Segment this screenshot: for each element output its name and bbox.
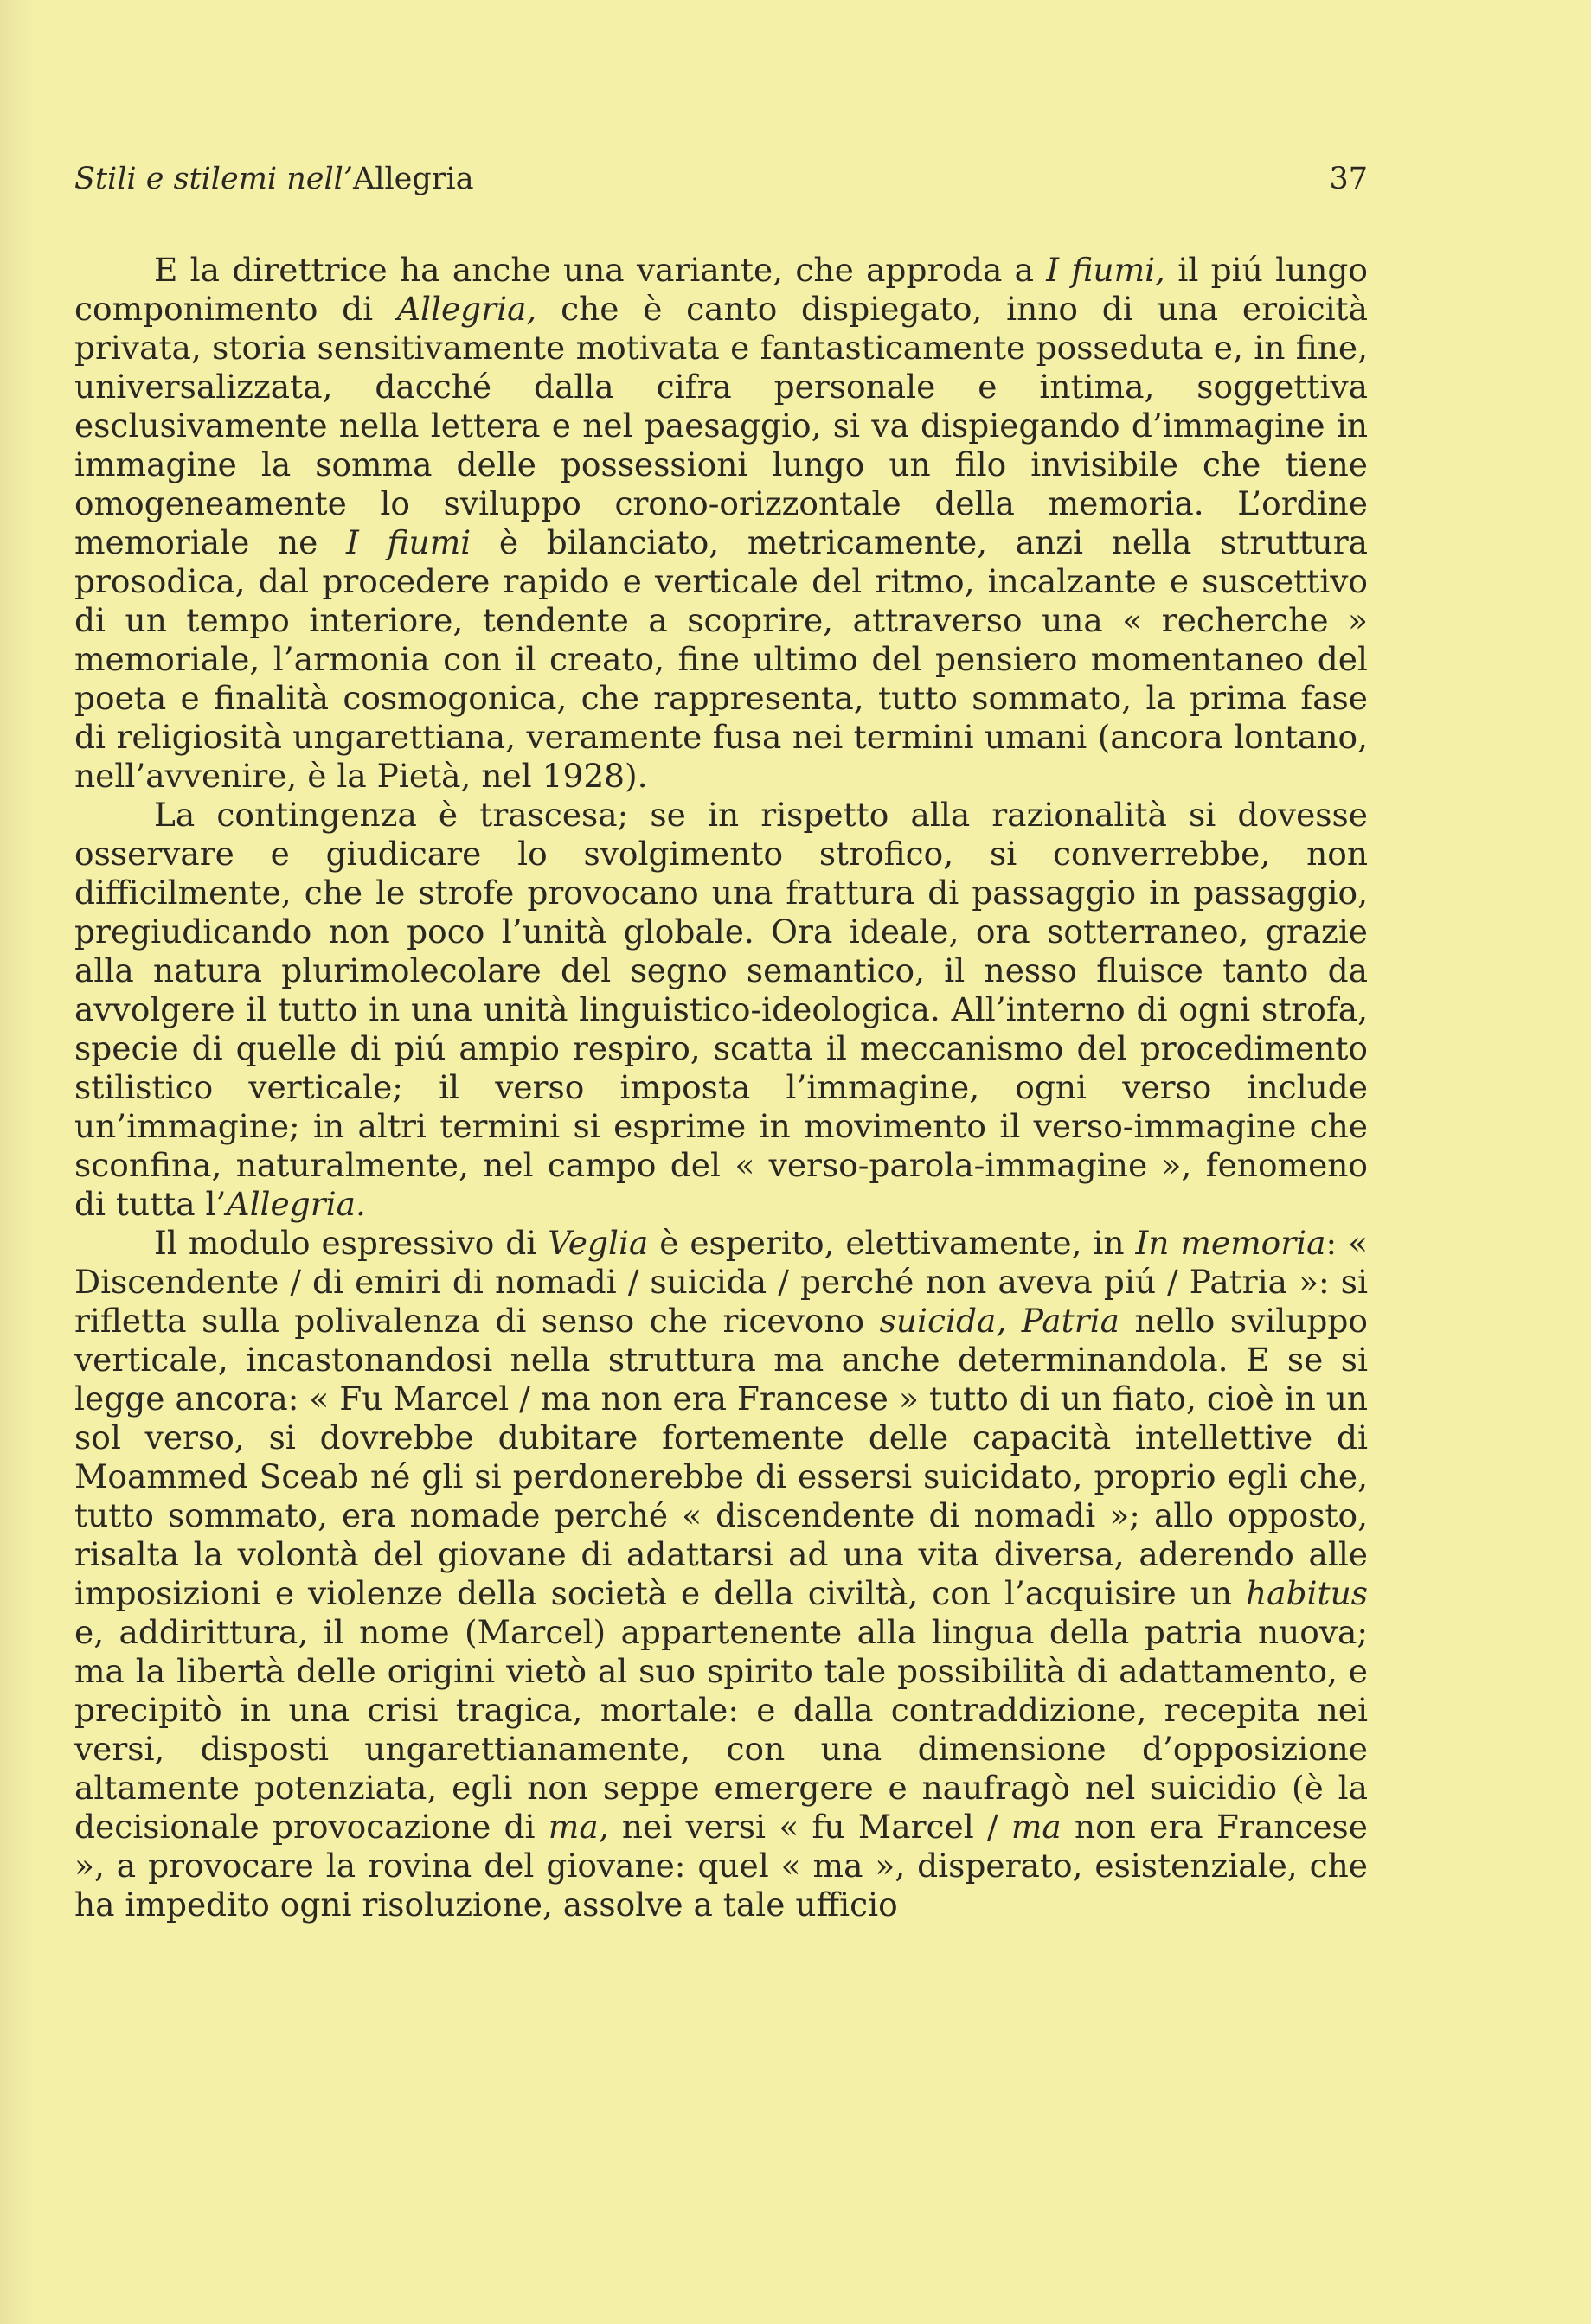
text-run: : « Discendente / di emiri di nomadi / suicida / perché non aveva piú / Patria »: si rifletta sulla polivalenza di senso che ricevono <box>74 1224 1369 1340</box>
paragraph <box>74 796 1368 1224</box>
italic-run: ma <box>1010 1808 1062 1846</box>
italic-run: Allegria. <box>226 1185 366 1223</box>
text-run: nei versi « fu Marcel / <box>608 1808 1011 1846</box>
paragraph <box>74 251 1368 796</box>
text-run: è esperito, elettivamente, in <box>648 1224 1136 1262</box>
text-run: non era Francese », a provocare la rovina del giovane: quel « ma », disperato, esistenziale, che ha impedito ogni risoluzione, assolve a tale ufficio <box>74 1808 1368 1924</box>
running-head-title <box>74 157 474 201</box>
text-run: E la direttrice ha anche una variante, che approda a <box>154 251 1047 289</box>
italic-run: habitus <box>1246 1574 1368 1612</box>
text-run: il piú lungo componimento di <box>74 251 1369 328</box>
text-run: e, addirittura, il nome (Marcel) appartenente alla lingua della patria nuova; ma la libertà delle origini vietò al suo spirito tale possibilità di adattamento, e precipitò in una crisi tragica, mortale: e dalla contraddizione, recepita nei versi, disposti ungarettianamente, con una dimensione d’opposizione altamente potenziata, egli non seppe emergere e naufragò nel suicidio (è la decisionale provocazione di <box>74 1613 1368 1846</box>
text-run: che è canto dispiegato, inno di una eroicità privata, storia sensitivamente motivata e fantasticamente posseduta e, in fine, universalizzata, dacché dalla cifra personale e intima, soggettiva esclusivamente nella lettera e nel paesaggio, si va dispiegando d’immagine in immagine la somma delle possessioni lungo un filo invisibile che tiene omogeneamente lo sviluppo crono-orizzontale della memoria. L’ordine memoriale ne <box>74 290 1368 561</box>
italic-run: In memoria <box>1135 1224 1326 1262</box>
italic-run: I fiumi <box>346 523 472 561</box>
running-head-title-italic: Stili e stilemi nell’ <box>74 162 353 196</box>
running-head-title-roman: Allegria <box>353 162 474 196</box>
page-edge-shadow <box>0 0 35 2324</box>
italic-run: Allegria, <box>396 290 537 328</box>
text-run: La contingenza è trascesa; se in rispetto alla razionalità si dovesse osservare e giudicare lo svolgimento strofico, si converrebbe, non difficilmente, che le strofe provocano una frattura di passaggio in passaggio, pregiudicando non poco l’unità globale. Ora ideale, ora sotterraneo, grazie alla natura plurimolecolare del segno semantico, il nesso fluisce tanto da avvolgere il tutto in una unità linguistico-ideologica. All’interno di ogni strofa, specie di quelle di piú ampio respiro, scatta il meccanismo del procedimento stilistico verticale; il verso imposta l’immagine, ogni verso include un’immagine; in altri termini si esprime in movimento il verso-immagine che sconfina, naturalmente, nel campo del « verso-parola-immagine », fenomeno di tutta l’ <box>74 796 1368 1223</box>
running-head <box>74 157 1368 201</box>
text-run: è bilanciato, metricamente, anzi nella struttura prosodica, dal procedere rapido e verticale del ritmo, incalzante e suscettivo di un tempo interiore, tendente a scoprire, attraverso una « recherche » memoriale, l’armonia con il creato, fine ultimo del pensiero momentaneo del poeta e finalità cosmogonica, che rappresenta, tutto sommato, la prima fase di religiosità ungarettiana, veramente fusa nei termini umani (ancora lontano, nell’avvenire, è la Pietà, nel 1928). <box>74 523 1368 795</box>
page-number: 37 <box>1329 162 1368 196</box>
text-run: nello sviluppo verticale, incastonandosi nella struttura ma anche determinandola. E se si legge ancora: « Fu Marcel / ma non era Francese » tutto di un fiato, cioè in un sol verso, si dovrebbe dubitare fortemente delle capacità intellettive di Moammed Sceab né gli si perdonerebbe di essersi suicidato, proprio egli che, tutto sommato, era nomade perché « discendente di nomadi »; allo opposto, risalta la volontà del giovane di adattarsi ad una vita diversa, aderendo alle imposizioni e violenze della società e della civiltà, con l’acquisire un <box>74 1302 1368 1612</box>
italic-run: ma, <box>548 1808 609 1846</box>
text-run: Il modulo espressivo di <box>154 1224 549 1262</box>
body-text <box>74 251 1368 1924</box>
paragraph <box>74 1224 1368 1924</box>
italic-run: Veglia <box>548 1224 649 1262</box>
italic-run: I fiumi, <box>1046 251 1166 289</box>
italic-run: suicida, Patria <box>879 1302 1119 1340</box>
